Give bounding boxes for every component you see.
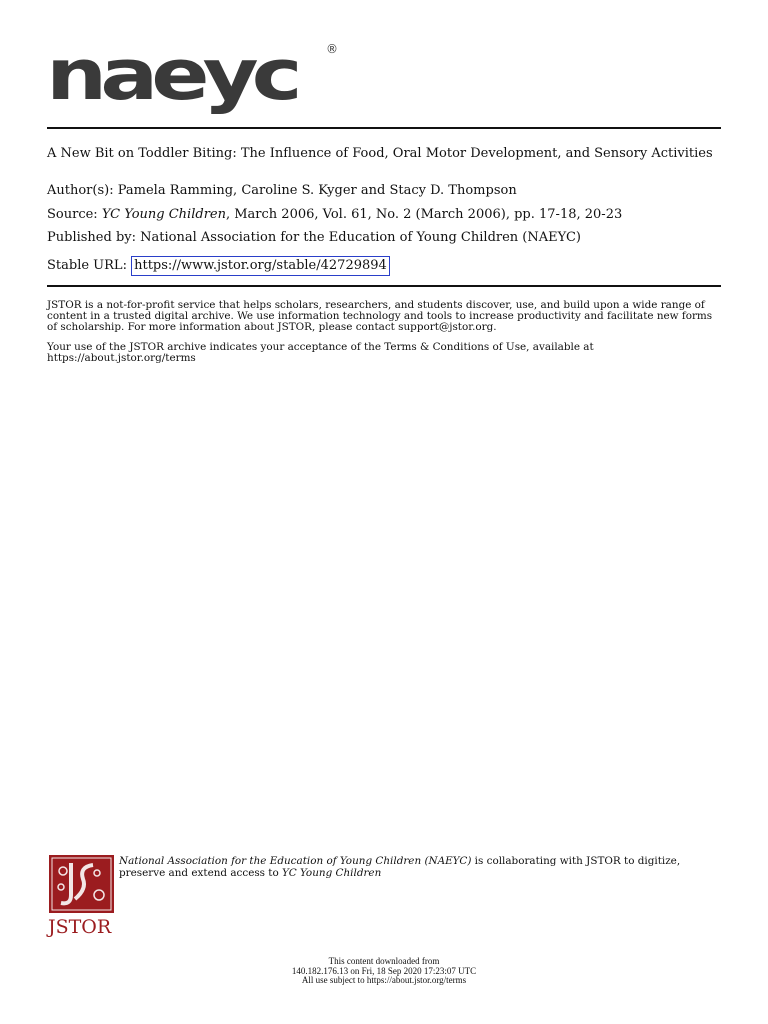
publisher-label: Published by: <box>47 230 136 245</box>
article-title-text: A New Bit on Toddler Biting: The Influence of Food, Oral Motor Development, and Sensory Activities <box>47 146 713 161</box>
collab-org: National Association for the Education of Young Children (NAEYC) <box>119 855 472 867</box>
top-rule <box>47 127 721 129</box>
footer-line-1: This content downloaded from <box>328 956 440 966</box>
jstor-emblem-icon <box>49 855 114 913</box>
publisher-value: National Association for the Education of Young Children (NAEYC) <box>140 230 581 245</box>
source-journal: YC Young Children <box>101 207 226 222</box>
authors-line <box>47 183 723 198</box>
jstor-wordmark: JSTOR <box>48 916 112 938</box>
source-label: Source: <box>47 207 98 222</box>
collaboration-statement <box>119 855 719 879</box>
collab-journal: YC Young Children <box>282 867 382 879</box>
authors-value: Pamela Ramming, Caroline S. Kyger and Stacy D. Thompson <box>117 183 517 198</box>
naeyc-logo: naeyc <box>46 34 296 117</box>
middle-rule <box>47 285 721 287</box>
collab-text: is collaborating with JSTOR to digitize, preserve and extend access to <box>119 855 681 879</box>
terms-notice: Your use of the JSTOR archive indicates your acceptance of the Terms & Conditions of Use, available at https://about.jstor.org/terms <box>47 341 594 364</box>
footer-line-2: 140.182.176.13 on Fri, 18 Sep 2020 17:23:07 UTC <box>291 965 477 976</box>
source-details: , March 2006, Vol. 61, No. 2 (March 2006), pp. 17-18, 20-23 <box>225 207 623 222</box>
registered-mark: ® <box>326 42 338 56</box>
publisher-line <box>47 230 723 245</box>
article-title <box>47 146 723 161</box>
source-line <box>47 207 723 222</box>
footer-line-3: All use subject to https://about.jstor.org/terms <box>301 975 467 985</box>
authors-label: Author(s): <box>47 183 114 198</box>
stable-url-line <box>47 258 723 273</box>
download-footer <box>0 957 768 986</box>
stable-url-label: Stable URL: <box>47 258 127 273</box>
stable-url-link[interactable]: https://www.jstor.org/stable/42729894 <box>131 256 390 276</box>
jstor-info-notice: JSTOR is a not-for-profit service that helps scholars, researchers, and students discover, use, and build upon a wide range of content in a trusted digital archive. We use information technology and tools to increase productivity and facilitate new forms of scholarship. For more information about JSTOR, please contact support@jstor.org. <box>47 299 713 333</box>
